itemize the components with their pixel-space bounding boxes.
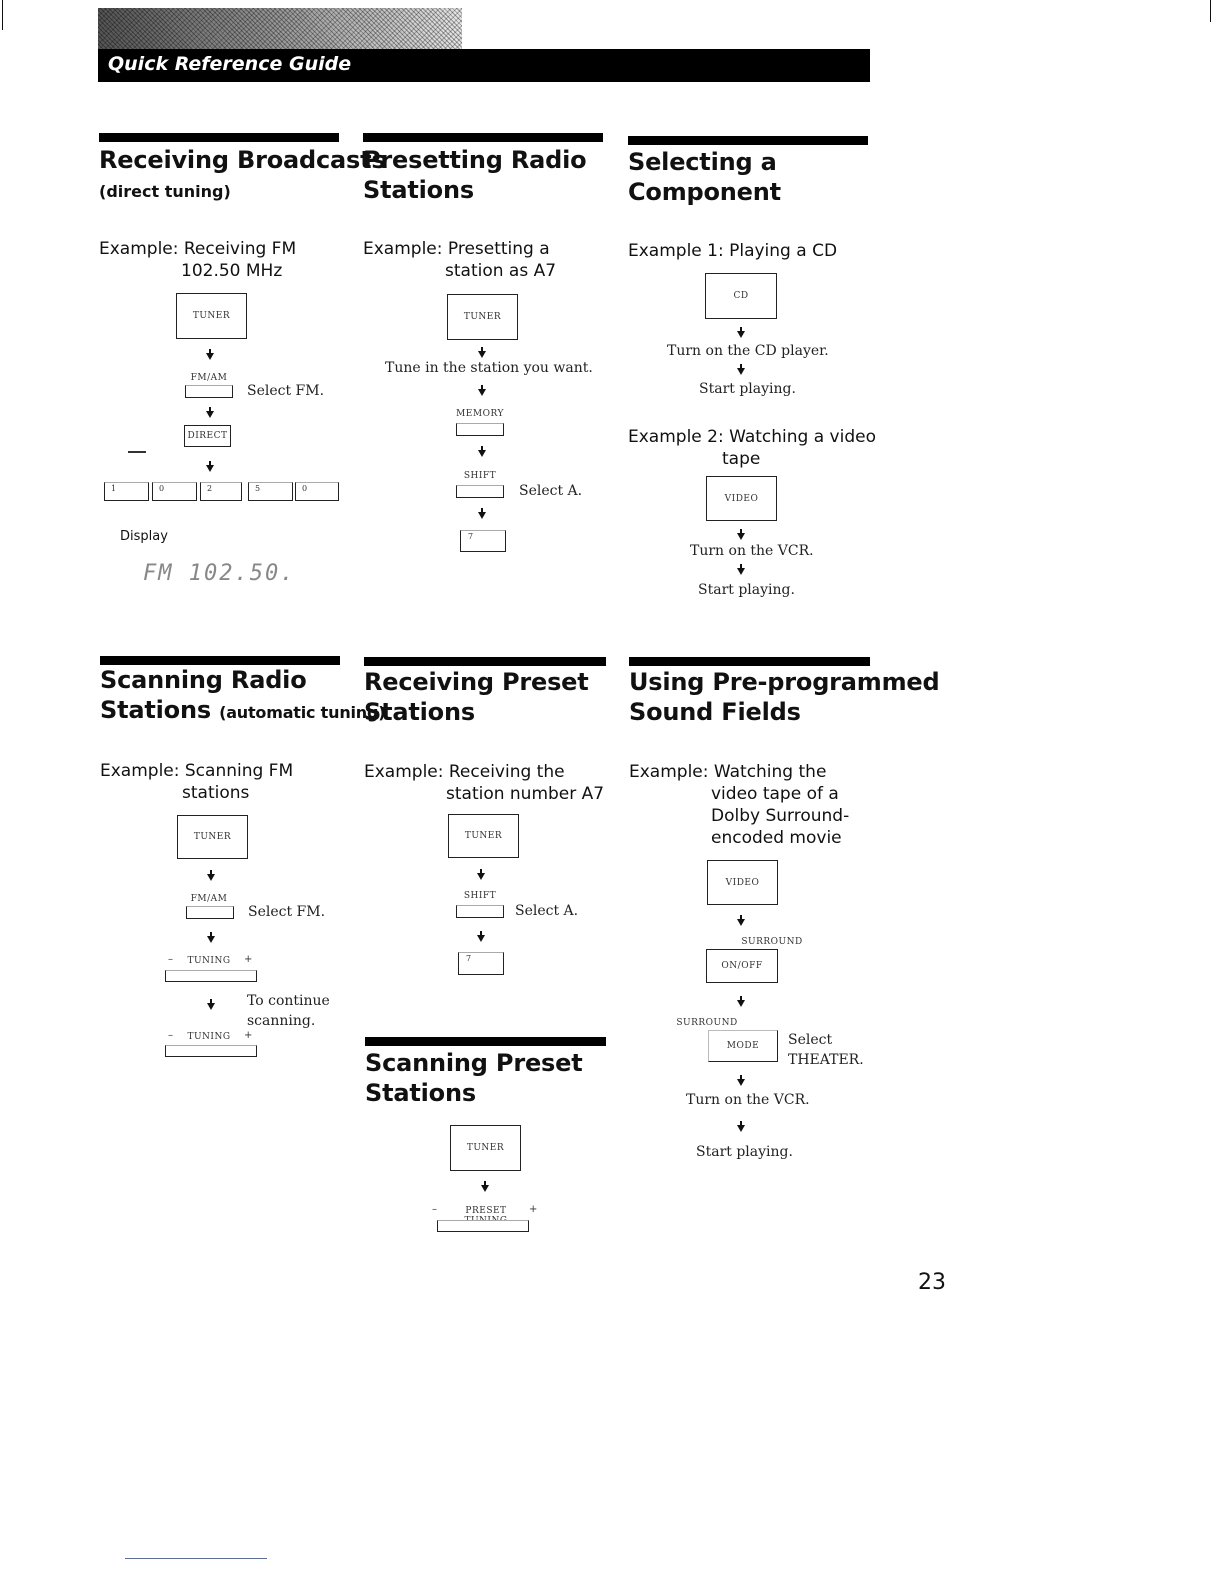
tuning-button[interactable] [165, 1045, 257, 1057]
fmam-button[interactable] [185, 385, 233, 398]
surround-mode-button[interactable]: MODE [708, 1030, 778, 1062]
display-readout: FM 102.50. [143, 561, 296, 586]
page-number: 23 [918, 1270, 946, 1295]
arrow-down-icon [207, 936, 215, 943]
header-bar [98, 49, 870, 82]
preset-tuning-button[interactable] [437, 1220, 529, 1232]
plus-label: + [529, 1204, 538, 1215]
minus-label: – [168, 954, 173, 965]
digit-button-7[interactable]: 7 [460, 530, 506, 552]
arrow-down-icon [737, 1125, 745, 1132]
section-title: Scanning Radio Stations (automatic tuning) [100, 666, 386, 724]
arrow-down-icon [481, 1185, 489, 1192]
plus-label: + [244, 1030, 253, 1041]
arrow-down-icon [737, 533, 745, 540]
arrow-down-icon [206, 353, 214, 360]
bottom-rule [125, 1558, 267, 1559]
left-margin-line [2, 0, 3, 30]
continue-text: To continue scanning. [247, 993, 330, 1029]
plus-label: + [244, 954, 253, 965]
arrow-down-icon [737, 368, 745, 375]
arrow-down-icon [737, 919, 745, 926]
direct-button[interactable]: DIRECT [184, 425, 231, 447]
digit-button-0[interactable]: 0 [152, 482, 197, 501]
preset-tuning-label: PRESET [465, 1206, 507, 1216]
digit-button-1[interactable]: 1 [104, 482, 149, 501]
arrow-down-icon [737, 568, 745, 575]
section-title: Receiving Preset Stations [364, 668, 589, 726]
digit-button-5[interactable]: 5 [248, 482, 293, 501]
tuner-button[interactable]: TUNER [447, 294, 518, 340]
section-subtitle: (direct tuning) [99, 182, 231, 201]
arrow-down-icon [206, 411, 214, 418]
cd-button[interactable]: CD [705, 273, 777, 319]
turn-on-vcr-text: Turn on the VCR. [686, 1092, 810, 1108]
select-fm-text: Select FM. [247, 383, 325, 399]
tuning-label: TUNING [187, 956, 231, 966]
fmam-button[interactable] [186, 906, 234, 919]
shift-button[interactable] [456, 485, 504, 498]
arrow-down-icon [477, 873, 485, 880]
right-margin-line [1210, 0, 1211, 22]
start-playing-text: Start playing. [699, 381, 796, 397]
fmam-label: FM/AM [190, 894, 228, 904]
select-fm-text: Select FM. [248, 904, 326, 920]
minus-label: – [432, 1204, 437, 1215]
surround-label: SURROUND [741, 937, 803, 947]
example-text: Example: Scanning FM stations [100, 761, 294, 803]
section-rule [100, 656, 340, 665]
digit-button-0b[interactable]: 0 [295, 482, 339, 501]
turn-on-cd-text: Turn on the CD player. [667, 343, 829, 359]
section-rule [629, 657, 870, 666]
arrow-down-icon [737, 1079, 745, 1086]
section-title: Presetting Radio Stations [363, 146, 587, 204]
display-label: Display [120, 529, 168, 544]
memory-label: MEMORY [456, 409, 504, 419]
example-text: Example 1: Playing a CD [628, 241, 838, 261]
surround-on-off-button[interactable]: ON/OFF [706, 949, 778, 983]
tuning-button[interactable] [165, 970, 257, 982]
section-rule [99, 133, 339, 142]
tuner-button[interactable]: TUNER [448, 814, 519, 858]
example-text: Example: Receiving the station number A7 [364, 762, 605, 804]
memory-button[interactable] [456, 423, 504, 436]
section-rule [364, 657, 606, 666]
arrow-down-icon [737, 1000, 745, 1007]
arrow-down-icon [206, 465, 214, 472]
section-title: Using Pre-programmed Sound Fields [629, 668, 940, 726]
section-title: Selecting a Component [628, 148, 781, 206]
start-playing-text: Start playing. [698, 582, 795, 598]
tuner-button[interactable]: TUNER [177, 815, 248, 859]
shift-label: SHIFT [463, 471, 497, 481]
section-rule [365, 1037, 606, 1046]
example-text: Example: Receiving FM 102.50 MHz [99, 239, 297, 281]
minus-label: – [168, 1030, 173, 1041]
fmam-label: FM/AM [190, 373, 228, 383]
start-playing-text: Start playing. [696, 1144, 793, 1160]
shift-label: SHIFT [463, 891, 497, 901]
surround-label: SURROUND [676, 1018, 738, 1028]
select-theater-text: Select THEATER. [788, 1032, 864, 1068]
section-title: Receiving Broadcasts [99, 146, 386, 174]
arrow-down-icon [207, 874, 215, 881]
select-a-text: Select A. [515, 903, 579, 919]
header-texture [98, 8, 462, 49]
arrow-down-icon [478, 351, 486, 358]
video-button[interactable]: VIDEO [707, 860, 778, 905]
digit-button-7[interactable]: 7 [458, 952, 504, 975]
tuner-button[interactable]: TUNER [450, 1125, 521, 1171]
shift-button[interactable] [456, 905, 504, 918]
tuner-button[interactable]: TUNER [176, 293, 247, 339]
arrow-down-icon [477, 935, 485, 942]
tune-in-text: Tune in the station you want. [385, 360, 593, 376]
example-text: Example: Presetting a station as A7 [363, 239, 557, 281]
arrow-down-icon [478, 512, 486, 519]
arrow-down-icon [737, 331, 745, 338]
digit-button-2[interactable]: 2 [200, 482, 242, 501]
tuning-label: TUNING [187, 1032, 231, 1042]
section-rule [628, 136, 868, 145]
arrow-down-icon [478, 389, 486, 396]
turn-on-vcr-text: Turn on the VCR. [690, 543, 814, 559]
arrow-down-icon [478, 450, 486, 457]
select-a-text: Select A. [519, 483, 583, 499]
example-text: Example: Watching the video tape of a Dolby Surround- encoded movie [629, 762, 850, 848]
arrow-down-icon [207, 1003, 215, 1010]
section-title: Scanning Preset Stations [365, 1049, 583, 1107]
section-rule [363, 133, 603, 142]
example-text: Example 2: Watching a video tape [628, 427, 876, 469]
page-title: Quick Reference Guide [108, 53, 352, 75]
video-button[interactable]: VIDEO [706, 476, 777, 521]
pointer-mark [128, 451, 146, 453]
